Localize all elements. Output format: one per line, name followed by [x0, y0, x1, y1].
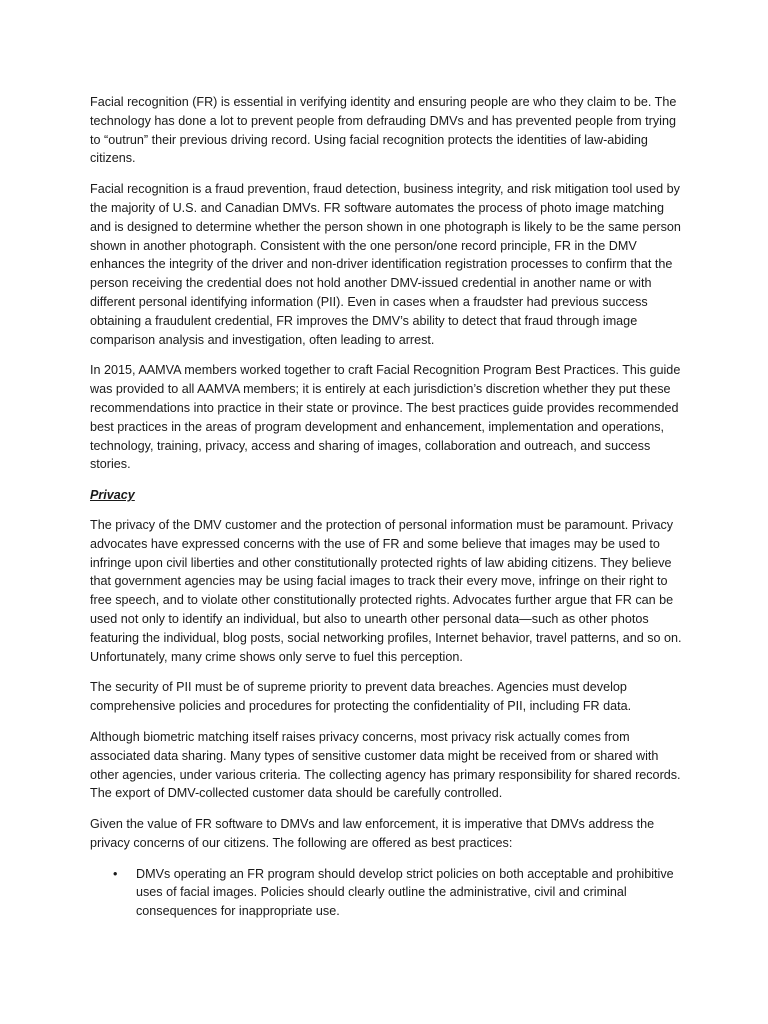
section-heading-privacy: Privacy [90, 488, 135, 503]
bullet-text: DMVs operating an FR program should develop strict policies on both acceptable and prohibitive uses of facial images. Policies should clearly outline the administrative, civil and criminal consequences for inappropriate use. [136, 866, 674, 919]
privacy-paragraph-4: Given the value of FR software to DMVs and law enforcement, it is imperative that DMVs address the privacy concerns of our citizens. The following are offered as best practices: [90, 817, 655, 850]
privacy-paragraph-2: The security of PII must be of supreme priority to prevent data breaches. Agencies must develop comprehensive policies and procedures for protecting the confidentiality of PII, including FR data. [90, 680, 632, 714]
best-practices-list [90, 865, 688, 921]
privacy-paragraph-1: The privacy of the DMV customer and the protection of personal information must be paramount. Privacy advocates have expressed concerns with the use of FR and some believe that images may be used to infringe upon civil liberties and other constitutionally protected rights of law abiding citizens. They believe that government agencies may be using facial images to track their every move, infringe on their right to free speech, and to violate other constitutionally protected rights. Advocates further argue that FR can be used not only to identify an individual, but also to unearth other personal data—such as other photos featuring the individual, blog posts, social networking profiles, Internet behavior, travel patterns, and so on. Unfortunately, many crime shows only serve to fuel this perception. [90, 517, 682, 664]
intro-paragraph-2: Facial recognition is a fraud prevention, fraud detection, business integrity, and risk mitigation tool used by the majority of U.S. and Canadian DMVs. FR software automates the process of photo image matching and is designed to determine whether the person shown in one photograph is likely to be the same person shown in another photograph. Consistent with the one person/one record principle, FR in the DMV enhances the integrity of the driver and non-driver identification registration processes to confirm that the person receiving the credential does not hold another DMV-issued credential in another name or with different personal identifying information (PII). Even in cases when a fraudster had previous success obtaining a fraudulent credential, FR improves the DMV’s ability to detect that fraud through image comparison analysis and investigation, often leading to arrest. [90, 182, 681, 347]
intro-paragraph-3: In 2015, AAMVA members worked together to craft Facial Recognition Program Best Practices. This guide was provided to all AAMVA members; it is entirely at each jurisdiction’s discretion whether they put these recommendations into practice in their state or province. The best practices guide provides recommended best practices in the areas of program development and enhancement, implementation and operations, technology, training, privacy, access and sharing of images, collaboration and outreach, and success stories. [90, 363, 681, 472]
bullet-icon: • [113, 866, 118, 881]
intro-paragraph-1: Facial recognition (FR) is essential in verifying identity and ensuring people are who they claim to be. The technology has done a lot to prevent people from defrauding DMVs and has prevented people from trying to “outrun” their previous driving record. Using facial recognition protects the identities of law-abiding citizens. [90, 95, 677, 166]
document-page [90, 93, 688, 921]
privacy-paragraph-3: Although biometric matching itself raises privacy concerns, most privacy risk actually comes from associated data sharing. Many types of sensitive customer data might be received from or shared with other agencies, under various criteria. The collecting agency has primary responsibility for shared records. The export of DMV-collected customer data should be carefully controlled. [90, 729, 681, 801]
list-item [90, 865, 688, 921]
